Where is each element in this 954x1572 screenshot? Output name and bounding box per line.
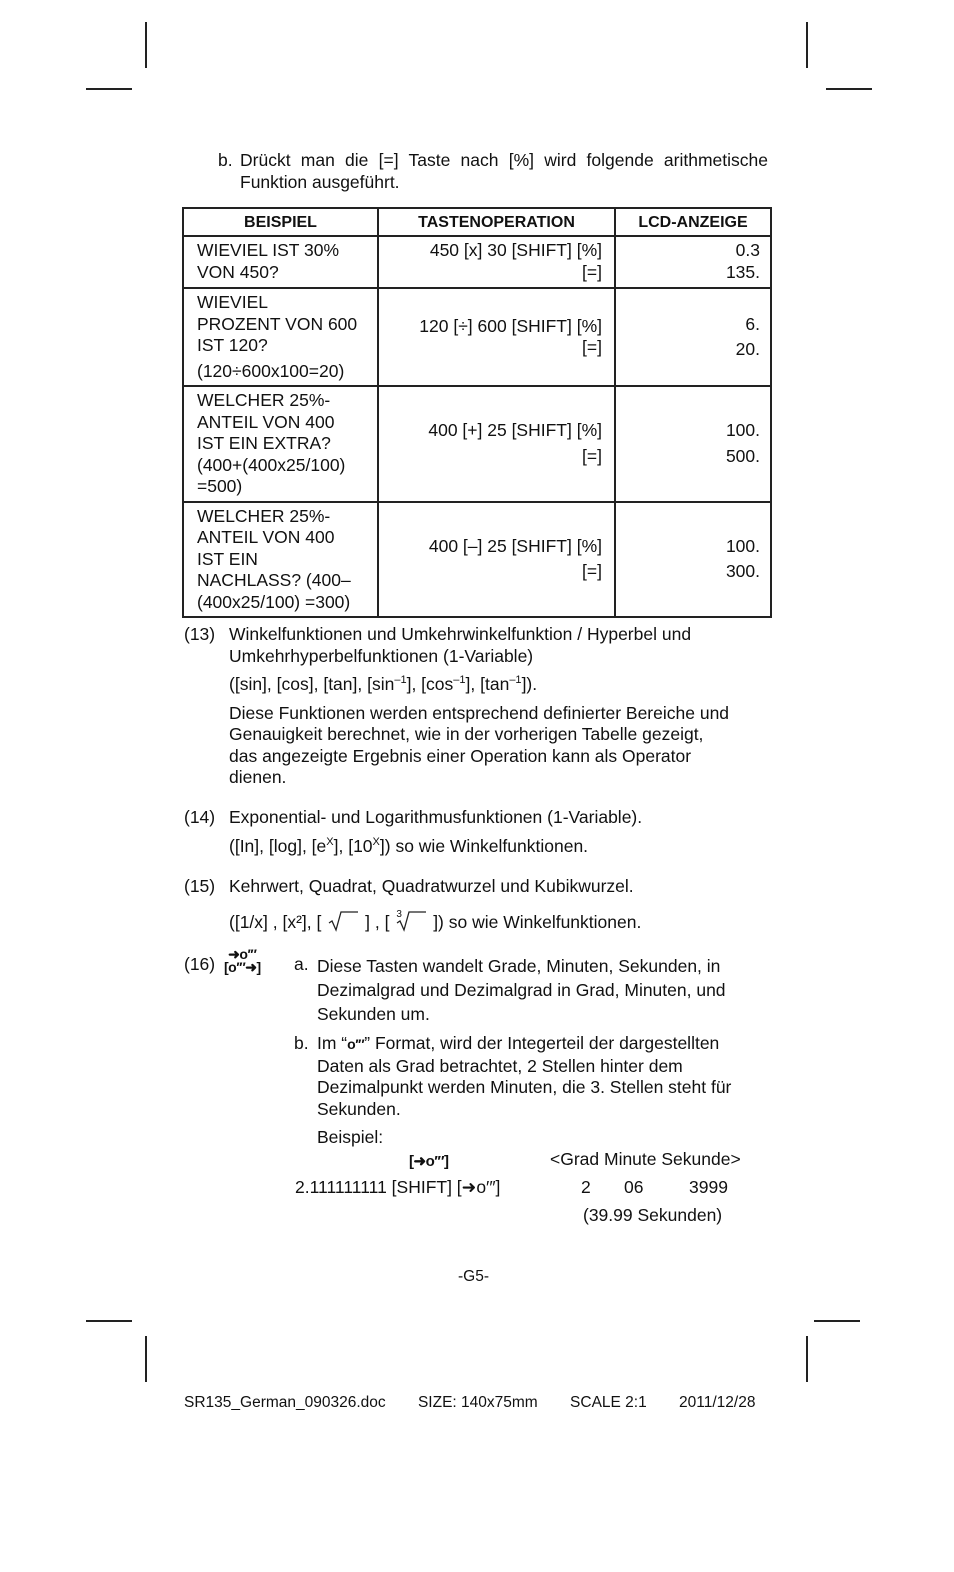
lcd-value: 135. xyxy=(725,261,760,282)
crop-mark-bottom-right-h xyxy=(814,1320,860,1322)
footer-size: SIZE: 140x75mm xyxy=(417,1394,538,1411)
example-text: VON 450? xyxy=(197,261,279,282)
dms-format-icon: o′″ xyxy=(347,1036,365,1052)
item-b-line-2: Funktion ausgeführt. xyxy=(240,171,400,192)
example-text: PROZENT VON 600 xyxy=(197,313,358,334)
footer-date: 2011/12/28 xyxy=(679,1394,756,1411)
example-note: (39.99 Sekunden) xyxy=(583,1205,723,1225)
lcd-value: 100. xyxy=(725,420,760,441)
section-15 xyxy=(184,876,774,933)
print-footer xyxy=(184,1392,783,1414)
page-number: -G5- xyxy=(458,1268,489,1285)
cube-root-icon: 3 xyxy=(394,910,428,930)
item-b xyxy=(218,150,768,193)
lcd-cell xyxy=(615,288,771,386)
table-header-row xyxy=(183,208,771,236)
example-text: ANTEIL VON 400 xyxy=(197,527,335,547)
description-line: Diese Funktionen werden entsprechend definierter Bereiche und xyxy=(229,702,730,723)
table-row xyxy=(183,386,771,502)
exp-log-keys-line: ([In], [log], $[e^X]$, $[10^X]$) so wie Winkelfunktionen. xyxy=(229,835,589,856)
example-text: ANTEIL VON 400 xyxy=(197,411,335,432)
example-minute: 06 xyxy=(624,1177,644,1197)
description-line: Genauigkeit berechnet, wie in der vorherigen Tabelle gezeigt, xyxy=(229,724,704,744)
example-input: 2.111111111 [SHIFT] [➜o′″] xyxy=(295,1177,501,1197)
crop-mark-top-right-v xyxy=(806,22,808,68)
table-row xyxy=(183,502,771,618)
section-title-line: Umkehrhyperbelfunktionen (1-Variable) xyxy=(229,645,534,666)
example-text: IST EIN xyxy=(197,548,258,569)
trig-keys-line: ([sin], [cos], [tan], $[\sin^{-1}]$, $[\cos^{-1}]$, $[\tan^{-1}]$). xyxy=(229,674,538,694)
lcd-value: 100. xyxy=(725,535,760,556)
example-text: (120÷600x100=20) xyxy=(197,360,345,381)
crop-mark-bottom-right-v xyxy=(806,1336,808,1382)
section-16 xyxy=(184,946,774,1149)
description-line: dienen. xyxy=(229,767,287,787)
keys-text: [=] xyxy=(582,261,602,282)
footer-file: SR135_German_090326.doc xyxy=(184,1394,386,1411)
section-number: (16) xyxy=(184,954,216,974)
example-key-header: [➜o′″] xyxy=(409,1153,449,1170)
keys-cell xyxy=(378,288,615,386)
section-number: (14) xyxy=(184,807,216,827)
header-example: BEISPIEL xyxy=(183,208,378,236)
lcd-value: 300. xyxy=(725,561,760,582)
example-text: WELCHER 25%- xyxy=(197,390,331,410)
dms-arrow-back-icon: [o′″➜] xyxy=(224,959,261,975)
description-line: Sekunden um. xyxy=(317,1004,430,1024)
example-text: IST 120? xyxy=(197,335,268,355)
item-a-label: a. xyxy=(294,954,309,974)
keys-text: [=] xyxy=(582,337,602,357)
lcd-value: 20. xyxy=(735,339,760,359)
crop-mark-top-right-h xyxy=(826,88,872,90)
example-cell xyxy=(183,502,378,618)
item-b-label: b. xyxy=(218,150,233,170)
keys-cell xyxy=(378,236,615,288)
lcd-cell xyxy=(615,502,771,618)
section-13 xyxy=(184,624,774,789)
example-cell xyxy=(183,386,378,502)
description-line: Dezimalgrad und Dezimalgrad in Grad, Minuten, und xyxy=(317,980,726,1000)
description-line: das angezeigte Ergebnis einer Operation kann als Operator xyxy=(229,745,692,766)
footer-scale: SCALE 2:1 xyxy=(570,1394,647,1411)
example-label: Beispiel: xyxy=(317,1127,384,1147)
example-text: (400+(400x25/100) xyxy=(197,454,346,475)
dms-key xyxy=(224,948,261,974)
description-line: Daten als Grad betrachtet, 2 Stellen hinter dem xyxy=(317,1055,683,1076)
lcd-cell xyxy=(615,236,771,288)
description-line: Diese Tasten wandelt Grade, Minuten, Sekunden, in xyxy=(317,956,721,976)
dms-arrow-icon: ➜o′″ xyxy=(228,946,257,962)
table-row xyxy=(183,288,771,386)
example-cell xyxy=(183,236,378,288)
description-line: Sekunden. xyxy=(317,1098,401,1119)
example-text: NACHLASS? (400– xyxy=(197,570,351,590)
item-b-line-1: Drückt man die [=] Taste nach [%] wird folgende arithmetische xyxy=(240,150,768,170)
table-row xyxy=(183,236,771,288)
keys-text: 400 [–] 25 [SHIFT] [%] xyxy=(428,535,602,556)
lcd-cell xyxy=(615,386,771,502)
example-second: 3999 xyxy=(689,1177,728,1197)
keys-cell xyxy=(378,386,615,502)
keys-text: 120 [÷] 600 [SHIFT] [%] xyxy=(419,315,602,336)
example-text: =500) xyxy=(197,476,243,496)
section-number: (13) xyxy=(184,624,216,644)
crop-mark-bottom-left-h xyxy=(86,1320,132,1322)
keys-text: [=] xyxy=(582,445,602,466)
example-text: IST EIN EXTRA? xyxy=(197,433,331,453)
keys-text: [=] xyxy=(582,561,602,582)
section-title-line: Kehrwert, Quadrat, Quadratwurzel und Kubikwurzel. xyxy=(229,876,634,896)
keys-cell xyxy=(378,502,615,618)
square-root-icon xyxy=(326,910,360,930)
lcd-value: 6. xyxy=(745,313,760,334)
example-text: (400x25/100) =300) xyxy=(197,591,351,612)
example-cell xyxy=(183,288,378,386)
section-title-line: Winkelfunktionen und Umkehrwinkelfunktion / Hyperbel und xyxy=(229,624,692,644)
section-title-line: Exponential- und Logarithmusfunktionen (1-Variable). xyxy=(229,807,643,827)
description-line: Im “o′″” Format, wird der Integerteil der dargestellten xyxy=(317,1033,720,1053)
root-keys-line: ([1/x] , [x²], [ ] , [ 3 ]) so wie Winkelfunktionen. xyxy=(229,908,642,932)
keys-text: 450 [x] 30 [SHIFT] [%] xyxy=(429,240,602,260)
section-14 xyxy=(184,807,774,857)
header-key-operation: TASTENOPERATION xyxy=(378,208,615,236)
example-display-header: <Grad Minute Sekunde> xyxy=(550,1149,741,1169)
item-b-label: b. xyxy=(294,1033,309,1053)
example-degree: 2 xyxy=(581,1177,591,1197)
example-text: WIEVIEL xyxy=(197,292,268,312)
keys-text: 400 [+] 25 [SHIFT] [%] xyxy=(428,420,602,441)
section-number: (15) xyxy=(184,876,216,896)
crop-mark-bottom-left-v xyxy=(145,1336,147,1382)
crop-mark-top-left-v xyxy=(145,22,147,68)
header-lcd-display: LCD-ANZEIGE xyxy=(615,208,771,236)
lcd-value: 500. xyxy=(725,445,760,466)
lcd-value: 0.3 xyxy=(735,240,760,260)
crop-mark-top-left-h xyxy=(86,88,132,90)
percent-examples-table xyxy=(182,207,772,618)
example-text: WELCHER 25%- xyxy=(197,505,331,526)
example-text: WIEVIEL IST 30% xyxy=(197,240,339,260)
description-line: Dezimalpunkt werden Minuten, die 3. Stellen steht für xyxy=(317,1077,732,1097)
section-description xyxy=(229,703,774,789)
